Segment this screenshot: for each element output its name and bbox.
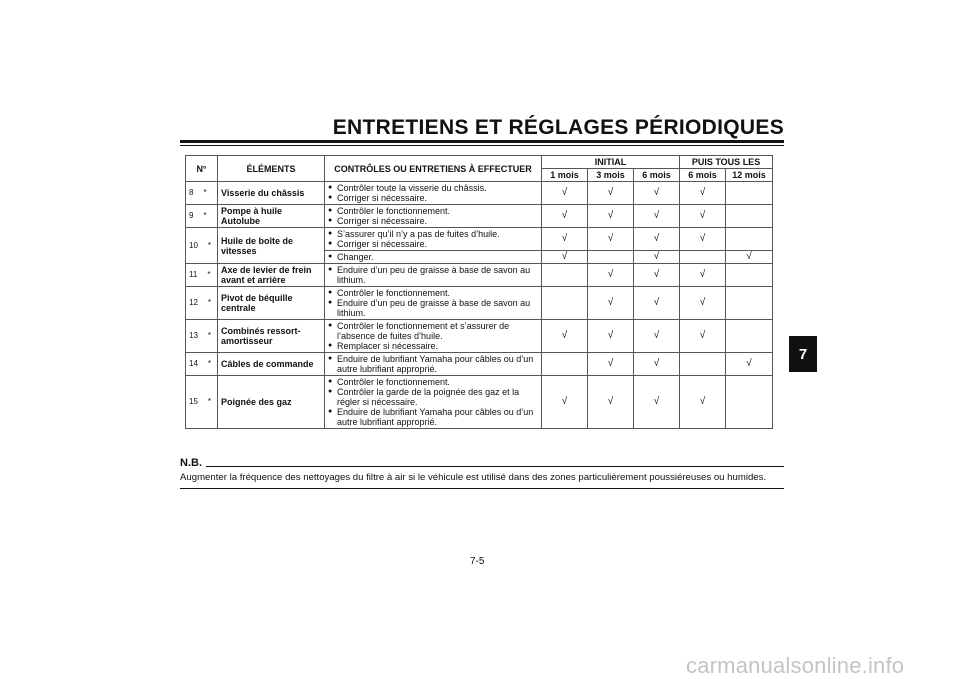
check-mark-cell <box>680 353 726 376</box>
action-item: ● Corriger si nécessaire. <box>328 239 538 249</box>
item-name: Poignée des gaz <box>218 376 325 429</box>
check-mark-cell: √ <box>634 376 680 429</box>
asterisk-mark: * <box>207 270 211 279</box>
check-mark-cell <box>726 264 773 287</box>
actions-list <box>328 321 538 351</box>
check-mark-cell <box>726 228 773 251</box>
col-header-items: ÉLÉMENTS <box>218 156 325 182</box>
check-mark-cell: √ <box>634 228 680 251</box>
asterisk-mark: * <box>207 240 212 250</box>
check-mark-cell <box>726 287 773 320</box>
check-mark-cell: √ <box>634 320 680 353</box>
check-mark-cell <box>726 320 773 353</box>
actions-cell <box>325 182 542 205</box>
actions-list <box>328 183 538 203</box>
actions-list <box>328 206 538 226</box>
check-mark-cell: √ <box>588 205 634 228</box>
asterisk-mark: * <box>203 188 207 197</box>
check-mark-cell: √ <box>542 205 588 228</box>
row-number-cell <box>186 264 218 287</box>
check-mark-cell <box>680 251 726 264</box>
check-mark-cell: √ <box>588 320 634 353</box>
note-text: Augmenter la fréquence des nettoyages du filtre à air si le véhicule est utilisé dans des zones particulièrement poussiéreuses ou humides. <box>180 472 767 483</box>
note-bottom-rule <box>180 488 784 489</box>
table-row <box>186 264 773 287</box>
check-mark-cell: √ <box>634 182 680 205</box>
action-item: ● S’assurer qu’il n’y a pas de fuites d’huile. <box>328 229 538 239</box>
actions-list <box>328 354 538 374</box>
check-mark-cell: √ <box>542 182 588 205</box>
action-item: ● Enduire de lubrifiant Yamaha pour câbles ou d’un autre lubrifiant approprié. <box>328 354 538 374</box>
asterisk-mark: * <box>203 211 207 220</box>
row-number: 9 <box>189 211 194 220</box>
title-rule-thin <box>180 145 784 146</box>
item-name: Combinés ressort-amortisseur <box>218 320 325 353</box>
note-rule <box>206 466 784 467</box>
check-mark-cell <box>726 205 773 228</box>
check-mark-cell: √ <box>634 287 680 320</box>
check-mark-cell: √ <box>680 320 726 353</box>
check-mark-cell: √ <box>680 287 726 320</box>
check-mark-cell: √ <box>542 376 588 429</box>
action-item: ● Contrôler le fonctionnement. <box>328 377 538 387</box>
col-header-1-month: 1 mois <box>542 169 588 182</box>
col-header-every: PUIS TOUS LES <box>680 156 773 169</box>
col-header-6-months: 6 mois <box>634 169 680 182</box>
table-row <box>186 320 773 353</box>
table-row <box>186 376 773 429</box>
check-mark-cell: √ <box>726 353 773 376</box>
check-mark-cell: √ <box>680 228 726 251</box>
row-number: 12 <box>189 298 198 307</box>
check-mark-cell <box>542 353 588 376</box>
row-number: 11 <box>189 270 198 279</box>
actions-cell <box>325 228 542 251</box>
check-mark-cell <box>588 251 634 264</box>
actions-cell <box>325 376 542 429</box>
actions-cell <box>325 251 542 264</box>
row-number: 13 <box>189 331 198 340</box>
actions-cell <box>325 353 542 376</box>
check-mark-cell: √ <box>588 182 634 205</box>
col-header-checks: CONTRÔLES OU ENTRETIENS À EFFECTUER <box>325 156 542 182</box>
maintenance-table <box>185 155 773 429</box>
action-item: ● Remplacer si nécessaire. <box>328 341 538 351</box>
check-mark-cell: √ <box>542 320 588 353</box>
col-header-every-6-months: 6 mois <box>680 169 726 182</box>
check-mark-cell <box>726 376 773 429</box>
item-name: Pivot de béquille centrale <box>218 287 325 320</box>
action-item: ● Corriger si nécessaire. <box>328 216 538 226</box>
row-number-cell <box>186 228 218 264</box>
check-mark-cell: √ <box>588 376 634 429</box>
check-mark-cell <box>542 264 588 287</box>
actions-list <box>328 229 538 249</box>
check-mark-cell: √ <box>634 264 680 287</box>
action-item: ● Corriger si nécessaire. <box>328 193 538 203</box>
asterisk-mark: * <box>207 331 212 340</box>
check-mark-cell: √ <box>588 353 634 376</box>
row-number: 8 <box>189 188 194 197</box>
check-mark-cell: √ <box>542 251 588 264</box>
check-mark-cell: √ <box>542 228 588 251</box>
action-item: ● Contrôler toute la visserie du châssis. <box>328 183 538 193</box>
check-mark-cell: √ <box>634 251 680 264</box>
action-item: ● Contrôler le fonctionnement et s’assurer de l’absence de fuites d’huile. <box>328 321 538 341</box>
table-row <box>186 228 773 251</box>
col-header-every-12-months: 12 mois <box>726 169 773 182</box>
row-number: 10 <box>189 240 198 250</box>
action-item: ● Contrôler le fonctionnement. <box>328 288 538 298</box>
check-mark-cell <box>726 182 773 205</box>
actions-list <box>328 377 538 427</box>
row-number-cell <box>186 353 218 376</box>
actions-cell <box>325 264 542 287</box>
watermark: carmanualsonline.info <box>686 653 905 678</box>
row-number-cell <box>186 287 218 320</box>
item-name: Pompe à huile Autolube <box>218 205 325 228</box>
check-mark-cell: √ <box>588 287 634 320</box>
check-mark-cell <box>542 287 588 320</box>
check-mark-cell: √ <box>634 205 680 228</box>
check-mark-cell: √ <box>588 264 634 287</box>
item-name: Huile de boîte de vitesses <box>218 228 325 264</box>
page-number: 7-5 <box>470 556 485 567</box>
action-item: ● Contrôler la garde de la poignée des gaz et la régler si nécessaire. <box>328 387 538 407</box>
asterisk-mark: * <box>207 397 212 406</box>
table-row <box>186 287 773 320</box>
check-mark-cell: √ <box>680 376 726 429</box>
note-label: N.B. <box>180 457 202 469</box>
row-number: 15 <box>189 397 198 406</box>
asterisk-mark: * <box>207 359 212 368</box>
actions-list <box>328 252 538 262</box>
check-mark-cell: √ <box>680 205 726 228</box>
table-row <box>186 205 773 228</box>
col-header-3-months: 3 mois <box>588 169 634 182</box>
col-header-initial: INITIAL <box>542 156 680 169</box>
check-mark-cell: √ <box>680 264 726 287</box>
page-title: ENTRETIENS ET RÉGLAGES PÉRIODIQUES <box>332 116 784 139</box>
action-item: ● Enduire d’un peu de graisse à base de savon au lithium. <box>328 298 538 318</box>
asterisk-mark: * <box>207 298 212 307</box>
actions-list <box>328 288 538 318</box>
row-number-cell <box>186 320 218 353</box>
table-row <box>186 353 773 376</box>
check-mark-cell: √ <box>634 353 680 376</box>
col-header-no: N° <box>186 156 218 182</box>
table-row <box>186 182 773 205</box>
chapter-tab[interactable]: 7 <box>789 336 817 372</box>
item-name: Visserie du châssis <box>218 182 325 205</box>
action-item: ● Changer. <box>328 252 538 262</box>
item-name: Câbles de commande <box>218 353 325 376</box>
title-rule <box>180 140 784 143</box>
check-mark-cell: √ <box>588 228 634 251</box>
row-number-cell <box>186 376 218 429</box>
row-number-cell <box>186 182 218 205</box>
actions-cell <box>325 287 542 320</box>
action-item: ● Enduire d’un peu de graisse à base de savon au lithium. <box>328 265 538 285</box>
actions-cell <box>325 205 542 228</box>
action-item: ● Enduire de lubrifiant Yamaha pour câbles ou d’un autre lubrifiant approprié. <box>328 407 538 427</box>
check-mark-cell: √ <box>726 251 773 264</box>
item-name: Axe de levier de frein avant et arrière <box>218 264 325 287</box>
row-number: 14 <box>189 359 198 368</box>
actions-list <box>328 265 538 285</box>
actions-cell <box>325 320 542 353</box>
row-number-cell <box>186 205 218 228</box>
check-mark-cell: √ <box>680 182 726 205</box>
action-item: ● Contrôler le fonctionnement. <box>328 206 538 216</box>
